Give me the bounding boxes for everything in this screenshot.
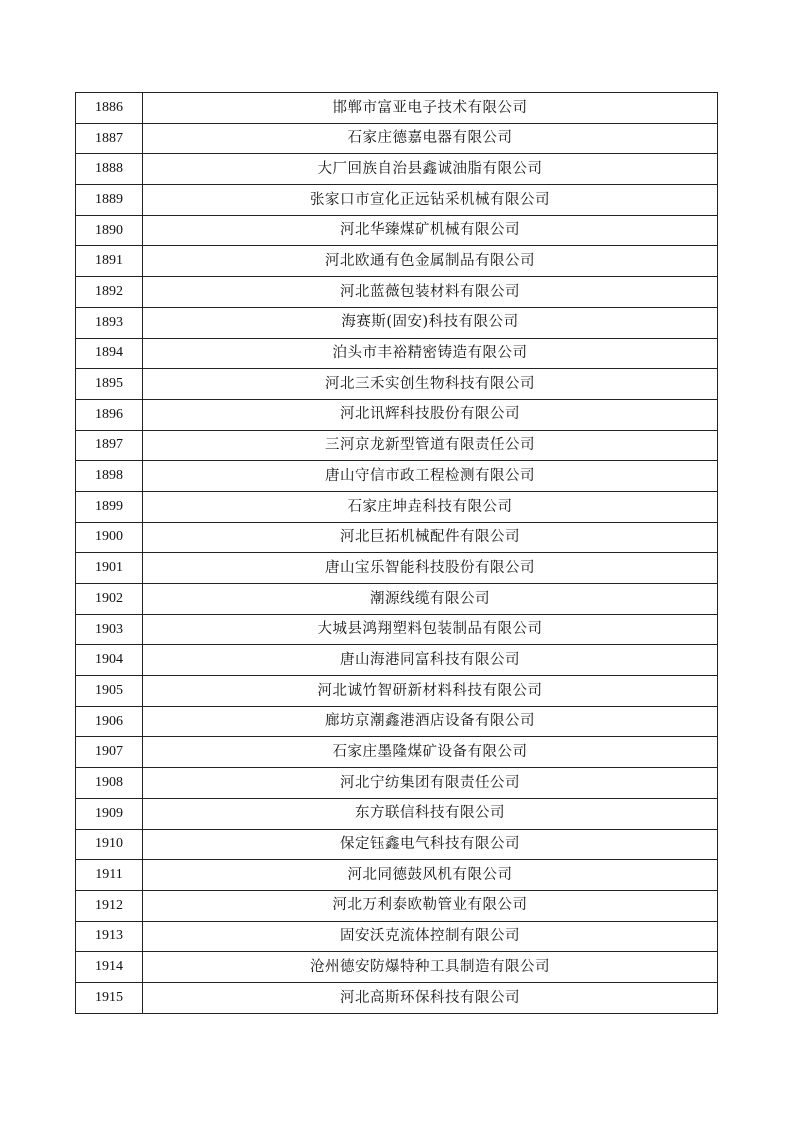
row-number-cell: 1900 <box>76 522 143 553</box>
row-number-cell: 1910 <box>76 829 143 860</box>
row-number-cell: 1891 <box>76 246 143 277</box>
company-name-cell: 河北华臻煤矿机械有限公司 <box>143 215 718 246</box>
row-number-cell: 1909 <box>76 798 143 829</box>
row-number-cell: 1908 <box>76 768 143 799</box>
table-row <box>76 645 718 676</box>
company-name-cell: 海赛斯(固安)科技有限公司 <box>143 307 718 338</box>
company-name-cell: 张家口市宣化正远钻采机械有限公司 <box>143 185 718 216</box>
table-row <box>76 614 718 645</box>
company-name-cell: 河北欧通有色金属制品有限公司 <box>143 246 718 277</box>
company-name-cell: 东方联信科技有限公司 <box>143 798 718 829</box>
row-number-cell: 1911 <box>76 860 143 891</box>
company-name-cell: 石家庄墨隆煤矿设备有限公司 <box>143 737 718 768</box>
company-name-cell: 河北同德鼓风机有限公司 <box>143 860 718 891</box>
table-row <box>76 890 718 921</box>
table-row <box>76 706 718 737</box>
row-number-cell: 1899 <box>76 491 143 522</box>
row-number-cell: 1893 <box>76 307 143 338</box>
table-row <box>76 676 718 707</box>
row-number-cell: 1912 <box>76 890 143 921</box>
company-name-cell: 唐山海港同富科技有限公司 <box>143 645 718 676</box>
company-name-cell: 唐山宝乐智能科技股份有限公司 <box>143 553 718 584</box>
company-name-cell: 沧州德安防爆特种工具制造有限公司 <box>143 952 718 983</box>
row-number-cell: 1913 <box>76 921 143 952</box>
company-name-cell: 河北诚竹智研新材料科技有限公司 <box>143 676 718 707</box>
table-row <box>76 154 718 185</box>
company-name-cell: 河北宁纺集团有限责任公司 <box>143 768 718 799</box>
company-name-cell: 大厂回族自治县鑫诚油脂有限公司 <box>143 154 718 185</box>
row-number-cell: 1897 <box>76 430 143 461</box>
company-name-cell: 固安沃克流体控制有限公司 <box>143 921 718 952</box>
company-name-cell: 石家庄坤垚科技有限公司 <box>143 491 718 522</box>
table-row <box>76 123 718 154</box>
company-name-cell: 大城县鸿翔塑料包装制品有限公司 <box>143 614 718 645</box>
company-name-cell: 保定钰鑫电气科技有限公司 <box>143 829 718 860</box>
row-number-cell: 1901 <box>76 553 143 584</box>
table-row <box>76 338 718 369</box>
table-row <box>76 982 718 1013</box>
row-number-cell: 1914 <box>76 952 143 983</box>
row-number-cell: 1896 <box>76 399 143 430</box>
table-row <box>76 277 718 308</box>
table-row <box>76 430 718 461</box>
company-name-cell: 河北三禾实创生物科技有限公司 <box>143 369 718 400</box>
company-name-cell: 河北万利泰欧勒管业有限公司 <box>143 890 718 921</box>
table-row <box>76 369 718 400</box>
company-name-cell: 河北蓝薇包装材料有限公司 <box>143 277 718 308</box>
table-row <box>76 215 718 246</box>
row-number-cell: 1889 <box>76 185 143 216</box>
table-row <box>76 921 718 952</box>
row-number-cell: 1905 <box>76 676 143 707</box>
company-name-cell: 泊头市丰裕精密铸造有限公司 <box>143 338 718 369</box>
table-row <box>76 584 718 615</box>
row-number-cell: 1890 <box>76 215 143 246</box>
company-list-body <box>76 93 718 1014</box>
row-number-cell: 1902 <box>76 584 143 615</box>
company-name-cell: 河北巨拓机械配件有限公司 <box>143 522 718 553</box>
row-number-cell: 1903 <box>76 614 143 645</box>
table-row <box>76 798 718 829</box>
table-row <box>76 768 718 799</box>
table-row <box>76 860 718 891</box>
row-number-cell: 1904 <box>76 645 143 676</box>
table-row <box>76 93 718 124</box>
table-row <box>76 737 718 768</box>
row-number-cell: 1898 <box>76 461 143 492</box>
company-name-cell: 石家庄德嘉电器有限公司 <box>143 123 718 154</box>
table-row <box>76 246 718 277</box>
table-row <box>76 461 718 492</box>
table-row <box>76 952 718 983</box>
row-number-cell: 1888 <box>76 154 143 185</box>
company-name-cell: 河北高斯环保科技有限公司 <box>143 982 718 1013</box>
company-name-cell: 潮源线缆有限公司 <box>143 584 718 615</box>
company-name-cell: 唐山守信市政工程检测有限公司 <box>143 461 718 492</box>
company-name-cell: 河北讯辉科技股份有限公司 <box>143 399 718 430</box>
row-number-cell: 1906 <box>76 706 143 737</box>
row-number-cell: 1894 <box>76 338 143 369</box>
row-number-cell: 1895 <box>76 369 143 400</box>
company-name-cell: 廊坊京潮鑫港酒店设备有限公司 <box>143 706 718 737</box>
row-number-cell: 1887 <box>76 123 143 154</box>
table-row <box>76 829 718 860</box>
company-name-cell: 三河京龙新型管道有限责任公司 <box>143 430 718 461</box>
company-list-table <box>75 92 718 1014</box>
row-number-cell: 1915 <box>76 982 143 1013</box>
table-row <box>76 307 718 338</box>
table-row <box>76 553 718 584</box>
table-row <box>76 522 718 553</box>
table-row <box>76 185 718 216</box>
table-row <box>76 491 718 522</box>
table-row <box>76 399 718 430</box>
company-name-cell: 邯郸市富亚电子技术有限公司 <box>143 93 718 124</box>
row-number-cell: 1892 <box>76 277 143 308</box>
row-number-cell: 1907 <box>76 737 143 768</box>
row-number-cell: 1886 <box>76 93 143 124</box>
